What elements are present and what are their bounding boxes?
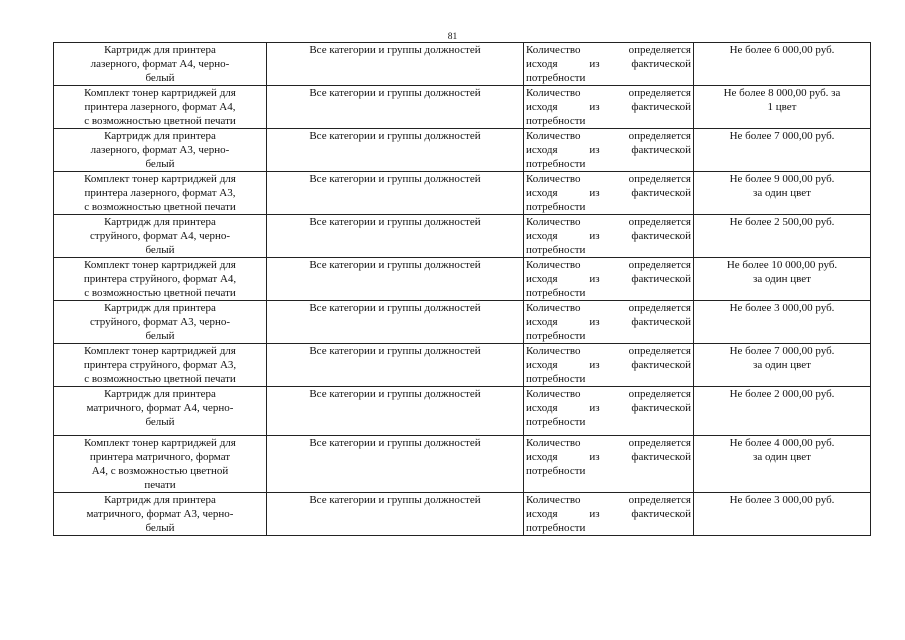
quantity-word: исходя xyxy=(526,273,558,285)
item-name-line: принтера лазерного, формат А3, xyxy=(84,187,236,199)
quantity-line xyxy=(526,358,691,372)
price-cell xyxy=(694,172,871,215)
price-line: Не более 6 000,00 руб. xyxy=(729,44,835,56)
quantity-word: исходя xyxy=(526,144,558,156)
quantity-line xyxy=(526,100,691,114)
quantity-word: определяется xyxy=(628,130,691,142)
quantity-word: Количество xyxy=(526,173,581,185)
quantity-word: определяется xyxy=(628,388,691,400)
quantity-word: потребности xyxy=(526,72,586,84)
item-name-line: белый xyxy=(145,522,175,534)
quantity-word: фактической xyxy=(631,101,691,113)
position-category-cell xyxy=(267,301,524,344)
price-line: Не более 7 000,00 руб. xyxy=(729,345,835,357)
item-name-line: лазерного, формат А4, черно- xyxy=(90,58,230,70)
position-category-cell xyxy=(267,258,524,301)
position-category: Все категории и группы должностей xyxy=(309,388,481,400)
position-category-cell xyxy=(267,344,524,387)
quantity-line xyxy=(526,450,691,464)
quantity-line xyxy=(526,493,691,507)
quantity-word: из xyxy=(589,58,600,70)
quantity-word: потребности xyxy=(526,522,586,534)
item-name-line: Картридж для принтера xyxy=(104,216,216,228)
quantity-word: потребности xyxy=(526,330,586,342)
quantity-word: потребности xyxy=(526,465,586,477)
quantity-word: из xyxy=(589,316,600,328)
quantity-word: исходя xyxy=(526,402,558,414)
quantity-cell xyxy=(524,301,694,344)
quantity-word: потребности xyxy=(526,416,586,428)
item-name-cell xyxy=(54,129,267,172)
position-category: Все категории и группы должностей xyxy=(309,87,481,99)
price-cell xyxy=(694,301,871,344)
position-category: Все категории и группы должностей xyxy=(309,345,481,357)
quantity-word: фактической xyxy=(631,359,691,371)
table-row xyxy=(54,215,871,258)
position-category-cell xyxy=(267,387,524,436)
price-line: за один цвет xyxy=(753,273,811,285)
item-name-cell xyxy=(54,172,267,215)
price-cell xyxy=(694,215,871,258)
item-name-line: матричного, формат А3, черно- xyxy=(86,508,234,520)
price-cell xyxy=(694,258,871,301)
quantity-word: определяется xyxy=(628,259,691,271)
price-line: Не более 9 000,00 руб. xyxy=(729,173,835,185)
item-name-line: Картридж для принтера xyxy=(104,494,216,506)
item-name-line: струйного, формат А3, черно- xyxy=(89,316,231,328)
quantity-word: потребности xyxy=(526,244,586,256)
item-name-cell xyxy=(54,436,267,493)
quantity-line xyxy=(526,301,691,315)
quantity-line xyxy=(526,372,691,386)
table-row xyxy=(54,86,871,129)
norms-table xyxy=(53,42,871,536)
quantity-word: из xyxy=(589,187,600,199)
quantity-line xyxy=(526,86,691,100)
item-name-line: белый xyxy=(145,72,175,84)
quantity-word: определяется xyxy=(628,44,691,56)
quantity-word: из xyxy=(589,230,600,242)
quantity-word: исходя xyxy=(526,451,558,463)
price-line: Не более 4 000,00 руб. xyxy=(729,437,835,449)
item-name-cell xyxy=(54,86,267,129)
position-category-cell xyxy=(267,172,524,215)
table-row xyxy=(54,436,871,493)
quantity-word: из xyxy=(589,273,600,285)
item-name-line: с возможностью цветной печати xyxy=(84,287,236,299)
item-name-line: с возможностью цветной печати xyxy=(84,373,236,385)
position-category-cell xyxy=(267,493,524,536)
table-row xyxy=(54,344,871,387)
quantity-line xyxy=(526,157,691,171)
quantity-word: Количество xyxy=(526,302,581,314)
item-name-line: принтера лазерного, формат А4, xyxy=(84,101,236,113)
price-line: за один цвет xyxy=(753,187,811,199)
quantity-line xyxy=(526,315,691,329)
quantity-line xyxy=(526,329,691,343)
item-name-line: Комплект тонер картриджей для xyxy=(84,87,236,99)
item-name-line: принтера струйного, формат А4, xyxy=(83,273,237,285)
quantity-line xyxy=(526,436,691,450)
item-name-cell xyxy=(54,301,267,344)
table-row xyxy=(54,129,871,172)
quantity-cell xyxy=(524,172,694,215)
quantity-line xyxy=(526,464,691,478)
quantity-word: из xyxy=(589,101,600,113)
item-name-line: Комплект тонер картриджей для xyxy=(84,437,236,449)
position-category-cell xyxy=(267,129,524,172)
table-body xyxy=(54,43,871,536)
quantity-line xyxy=(526,186,691,200)
price-cell xyxy=(694,387,871,436)
price-cell xyxy=(694,43,871,86)
page-number: 81 xyxy=(447,32,458,42)
quantity-line xyxy=(526,344,691,358)
table-row xyxy=(54,172,871,215)
quantity-line xyxy=(526,521,691,535)
quantity-word: Количество xyxy=(526,130,581,142)
quantity-word: Количество xyxy=(526,437,581,449)
quantity-word: Количество xyxy=(526,44,581,56)
quantity-word: фактической xyxy=(631,58,691,70)
position-category-cell xyxy=(267,215,524,258)
quantity-line xyxy=(526,229,691,243)
quantity-line xyxy=(526,43,691,57)
quantity-cell xyxy=(524,215,694,258)
quantity-cell xyxy=(524,43,694,86)
item-name-cell xyxy=(54,344,267,387)
quantity-word: определяется xyxy=(628,494,691,506)
quantity-word: из xyxy=(589,359,600,371)
item-name-line: белый xyxy=(145,416,175,428)
price-cell xyxy=(694,493,871,536)
quantity-cell xyxy=(524,86,694,129)
quantity-word: Количество xyxy=(526,494,581,506)
quantity-word: фактической xyxy=(631,402,691,414)
quantity-cell xyxy=(524,258,694,301)
table-row xyxy=(54,301,871,344)
price-line: Не более 10 000,00 руб. xyxy=(726,259,838,271)
quantity-cell xyxy=(524,493,694,536)
quantity-word: определяется xyxy=(628,216,691,228)
item-name-cell xyxy=(54,258,267,301)
item-name-cell xyxy=(54,215,267,258)
quantity-line xyxy=(526,387,691,401)
quantity-word: фактической xyxy=(631,273,691,285)
item-name-line: белый xyxy=(145,244,175,256)
table-row xyxy=(54,258,871,301)
item-name-line: лазерного, формат А3, черно- xyxy=(90,144,230,156)
item-name-line: Комплект тонер картриджей для xyxy=(84,259,236,271)
price-cell xyxy=(694,436,871,493)
price-line: Не более 2 000,00 руб. xyxy=(729,388,835,400)
quantity-word: фактической xyxy=(631,316,691,328)
quantity-word: фактической xyxy=(631,451,691,463)
item-name-line: белый xyxy=(145,330,175,342)
quantity-word: исходя xyxy=(526,359,558,371)
quantity-line xyxy=(526,243,691,257)
quantity-line xyxy=(526,286,691,300)
item-name-line: струйного, формат А4, черно- xyxy=(89,230,231,242)
quantity-word: Количество xyxy=(526,259,581,271)
position-category: Все категории и группы должностей xyxy=(309,437,481,449)
quantity-line xyxy=(526,143,691,157)
price-line: Не более 3 000,00 руб. xyxy=(729,494,835,506)
quantity-word: Количество xyxy=(526,216,581,228)
quantity-word: потребности xyxy=(526,115,586,127)
quantity-line xyxy=(526,507,691,521)
quantity-cell xyxy=(524,387,694,436)
quantity-word: исходя xyxy=(526,187,558,199)
quantity-word: определяется xyxy=(628,173,691,185)
quantity-word: определяется xyxy=(628,87,691,99)
position-category: Все категории и группы должностей xyxy=(309,173,481,185)
item-name-cell xyxy=(54,387,267,436)
item-name-line: принтера струйного, формат А3, xyxy=(83,359,237,371)
item-name-cell xyxy=(54,493,267,536)
price-line: Не более 7 000,00 руб. xyxy=(729,130,835,142)
quantity-word: исходя xyxy=(526,316,558,328)
quantity-word: исходя xyxy=(526,101,558,113)
price-line: за один цвет xyxy=(753,451,811,463)
quantity-line xyxy=(526,57,691,71)
position-category: Все категории и группы должностей xyxy=(309,130,481,142)
item-name-line: Картридж для принтера xyxy=(104,44,216,56)
quantity-word: из xyxy=(589,451,600,463)
item-name-line: Картридж для принтера xyxy=(104,388,216,400)
quantity-line xyxy=(526,215,691,229)
quantity-word: фактической xyxy=(631,230,691,242)
quantity-word: исходя xyxy=(526,508,558,520)
position-category: Все категории и группы должностей xyxy=(309,494,481,506)
quantity-line xyxy=(526,129,691,143)
item-name-line: матричного, формат А4, черно- xyxy=(86,402,234,414)
price-line: Не более 2 500,00 руб. xyxy=(729,216,835,228)
position-category: Все категории и группы должностей xyxy=(309,44,481,56)
quantity-word: фактической xyxy=(631,144,691,156)
quantity-word: определяется xyxy=(628,345,691,357)
quantity-word: исходя xyxy=(526,230,558,242)
price-line: Не более 3 000,00 руб. xyxy=(729,302,835,314)
quantity-word: определяется xyxy=(628,437,691,449)
quantity-word: Количество xyxy=(526,345,581,357)
item-name-line: с возможностью цветной печати xyxy=(84,201,236,213)
item-name-line: с возможностью цветной печати xyxy=(84,115,236,127)
quantity-word: потребности xyxy=(526,373,586,385)
position-category: Все категории и группы должностей xyxy=(309,216,481,228)
price-line: 1 цвет xyxy=(767,101,797,113)
quantity-line xyxy=(526,258,691,272)
quantity-word: из xyxy=(589,144,600,156)
quantity-word: исходя xyxy=(526,58,558,70)
item-name-line: Комплект тонер картриджей для xyxy=(84,173,236,185)
price-line: Не более 8 000,00 руб. за xyxy=(723,87,841,99)
position-category-cell xyxy=(267,86,524,129)
quantity-line xyxy=(526,114,691,128)
quantity-cell xyxy=(524,344,694,387)
item-name-line: А4, с возможностью цветной xyxy=(91,465,229,477)
item-name-line: Картридж для принтера xyxy=(104,130,216,142)
item-name-line: Картридж для принтера xyxy=(104,302,216,314)
position-category-cell xyxy=(267,43,524,86)
quantity-line xyxy=(526,272,691,286)
quantity-line xyxy=(526,172,691,186)
quantity-word: фактической xyxy=(631,187,691,199)
item-name-line: Комплект тонер картриджей для xyxy=(84,345,236,357)
quantity-word: фактической xyxy=(631,508,691,520)
item-name-line: белый xyxy=(145,158,175,170)
quantity-word: из xyxy=(589,402,600,414)
table-row xyxy=(54,493,871,536)
quantity-word: Количество xyxy=(526,388,581,400)
quantity-line xyxy=(526,200,691,214)
quantity-cell xyxy=(524,129,694,172)
item-name-cell xyxy=(54,43,267,86)
quantity-word: потребности xyxy=(526,201,586,213)
quantity-line xyxy=(526,71,691,85)
price-cell xyxy=(694,86,871,129)
quantity-cell xyxy=(524,436,694,493)
quantity-word: из xyxy=(589,508,600,520)
quantity-line xyxy=(526,415,691,429)
quantity-word: потребности xyxy=(526,158,586,170)
quantity-word: потребности xyxy=(526,287,586,299)
price-cell xyxy=(694,344,871,387)
price-line: за один цвет xyxy=(753,359,811,371)
item-name-line: принтера матричного, формат xyxy=(89,451,231,463)
table-row xyxy=(54,43,871,86)
position-category: Все категории и группы должностей xyxy=(309,302,481,314)
table-row xyxy=(54,387,871,436)
price-cell xyxy=(694,129,871,172)
position-category-cell xyxy=(267,436,524,493)
quantity-line xyxy=(526,401,691,415)
item-name-line: печати xyxy=(144,479,176,491)
position-category: Все категории и группы должностей xyxy=(309,259,481,271)
quantity-word: определяется xyxy=(628,302,691,314)
quantity-word: Количество xyxy=(526,87,581,99)
